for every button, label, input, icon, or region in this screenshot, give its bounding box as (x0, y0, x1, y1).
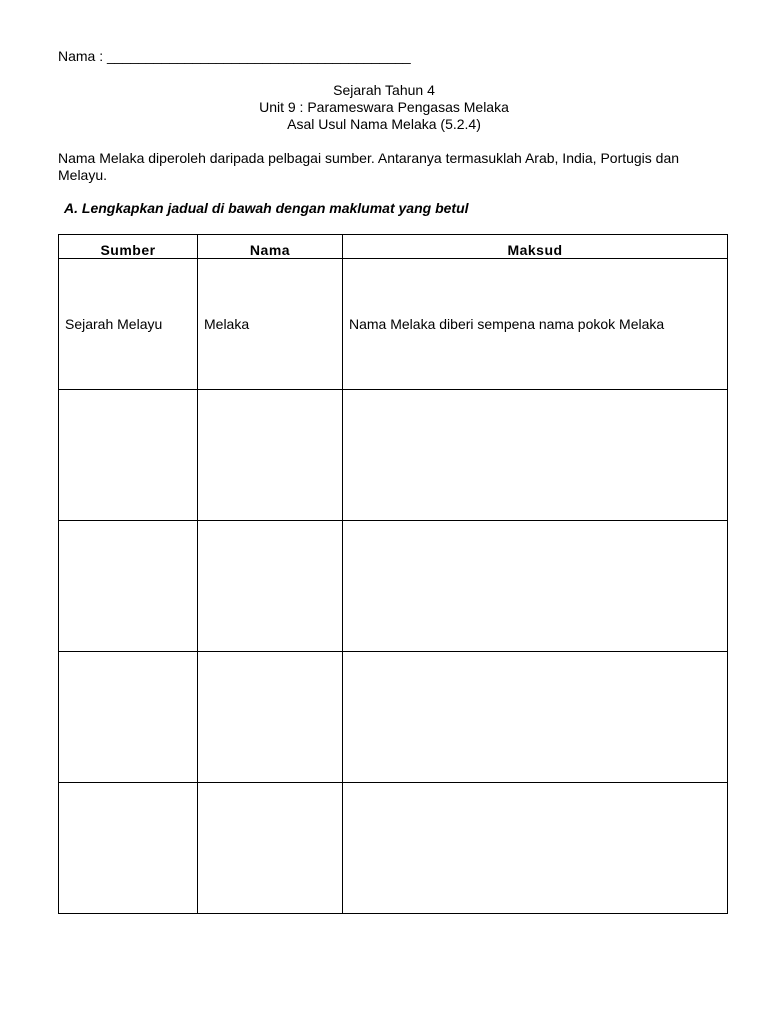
table-header-row (59, 235, 728, 259)
cell-maksud[interactable] (343, 521, 728, 652)
table-row (59, 390, 728, 521)
intro-paragraph: Nama Melaka diperoleh daripada pelbagai sumber. Antaranya termasuklah Arab, India, Portugis dan Melayu. (58, 150, 680, 183)
answer-table (58, 234, 728, 914)
section-instruction: A. Lengkapkan jadual di bawah dengan maklumat yang betul (64, 200, 469, 216)
cell-nama[interactable] (198, 390, 343, 521)
worksheet-header (0, 82, 768, 133)
cell-sumber[interactable] (59, 521, 198, 652)
cell-nama[interactable] (198, 521, 343, 652)
table-row (59, 783, 728, 914)
cell-maksud[interactable] (343, 390, 728, 521)
cell-sumber[interactable] (59, 390, 198, 521)
cell-maksud[interactable]: Nama Melaka diberi sempena nama pokok Melaka (343, 259, 728, 390)
topic-title: Asal Usul Nama Melaka (5.2.4) (287, 116, 481, 132)
table-row (59, 521, 728, 652)
cell-sumber[interactable] (59, 652, 198, 783)
subject-title: Sejarah Tahun 4 (333, 82, 435, 98)
cell-sumber[interactable] (59, 783, 198, 914)
table-row (59, 259, 728, 390)
cell-nama[interactable]: Melaka (198, 259, 343, 390)
header-maksud: Maksud (343, 235, 728, 259)
cell-nama[interactable] (198, 783, 343, 914)
cell-maksud[interactable] (343, 783, 728, 914)
header-nama: Nama (198, 235, 343, 259)
name-field[interactable]: Nama : _______________________________________ (58, 48, 411, 64)
unit-title: Unit 9 : Parameswara Pengasas Melaka (259, 99, 509, 115)
cell-nama[interactable] (198, 652, 343, 783)
cell-maksud[interactable] (343, 652, 728, 783)
cell-sumber[interactable]: Sejarah Melayu (59, 259, 198, 390)
header-sumber: Sumber (59, 235, 198, 259)
table-row (59, 652, 728, 783)
